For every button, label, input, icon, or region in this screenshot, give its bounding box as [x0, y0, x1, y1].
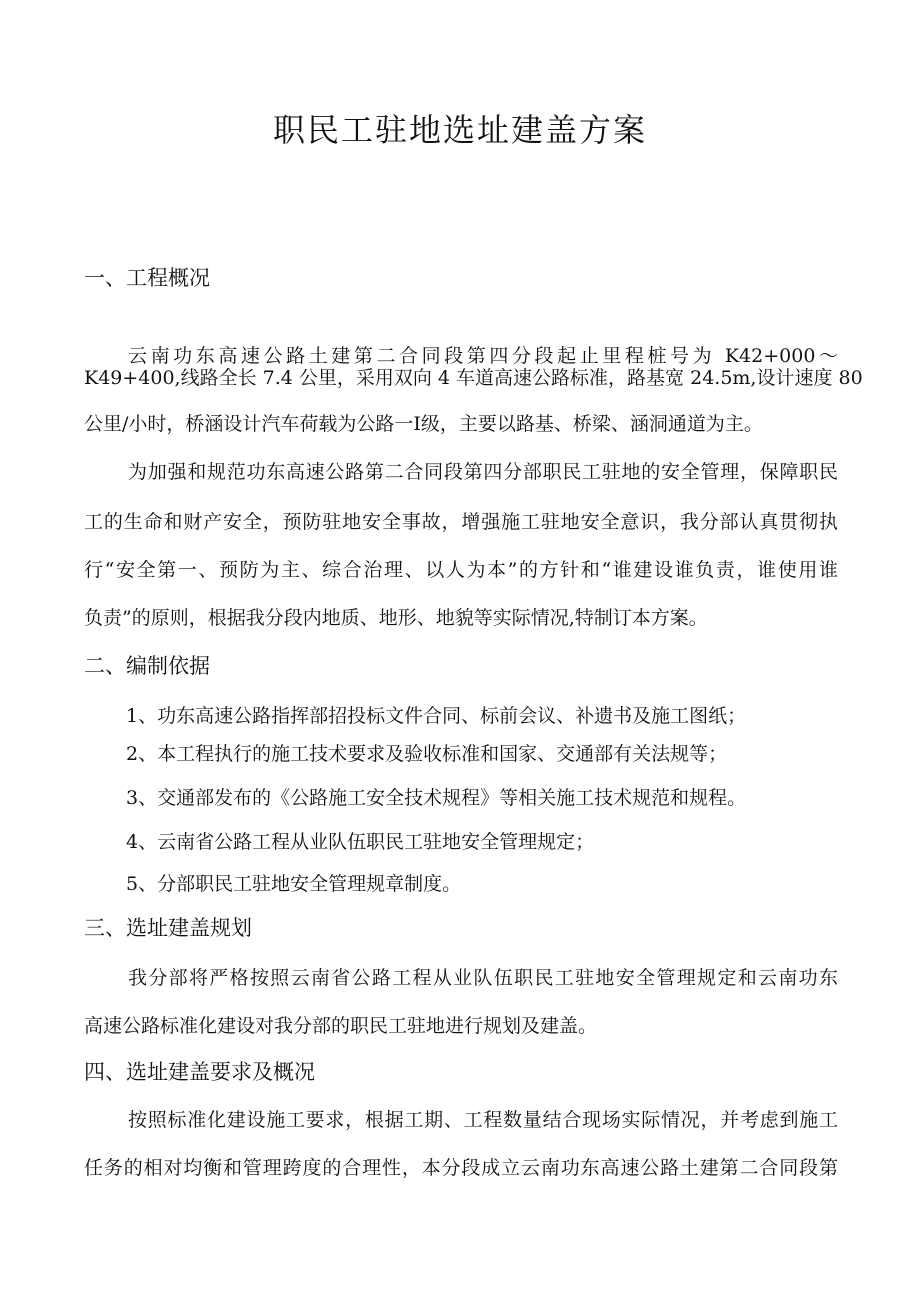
paragraph-line: 高速公路标准化建设对我分部的职民工驻地进行规划及建盖。 [84, 1015, 598, 1037]
list-item: 2、本工程执行的施工技术要求及验收标准和国家、交通部有关法规等； [126, 743, 728, 765]
paragraph-line: 任务的相对均衡和管理跨度的合理性，本分段成立云南功东高速公路土建第二合同段第 [84, 1157, 838, 1179]
section-heading-planning: 三、选址建盖规划 [84, 916, 252, 940]
section-heading-requirements: 四、选址建盖要求及概况 [84, 1060, 315, 1084]
list-item: 5、分部职民工驻地安全管理规章制度。 [126, 873, 462, 895]
paragraph-line: 云南功东高速公路土建第二合同段第四分段起止里程桩号为 K42+000～ [128, 345, 838, 367]
paragraph-line: 按照标准化建设施工要求，根据工期、工程数量结合现场实际情况，并考虑到施工 [128, 1109, 838, 1131]
list-item: 1、功东高速公路指挥部招投标文件合同、标前会议、补遗书及施工图纸； [126, 705, 747, 727]
paragraph-line: 负责”的原则，根据我分段内地质、地形、地貌等实际情况,特制订本方案。 [84, 607, 708, 629]
section-heading-basis: 二、编制依据 [84, 654, 210, 678]
list-item: 3、交通部发布的《公路施工安全技术规程》等相关施工技术规范和规程。 [126, 787, 747, 809]
section-heading-overview: 一、工程概况 [84, 266, 210, 290]
list-item: 4、云南省公路工程从业队伍职民工驻地安全管理规定； [126, 831, 595, 853]
paragraph-line: K49+400,线路全长 7.4 公里，采用双向 4 车道高速公路标准，路基宽 24.5m,设计速度 80 [84, 367, 863, 389]
paragraph-line: 公里/小时，桥涵设计汽车荷载为公路一Ⅰ级，主要以路基、桥梁、涵洞通道为主。 [84, 413, 763, 435]
document-title: 职民工驻地选址建盖方案 [272, 111, 647, 149]
paragraph-line: 工的生命和财产安全，预防驻地安全事故，增强施工驻地安全意识，我分部认真贯彻执 [84, 511, 838, 533]
paragraph-line: 为加强和规范功东高速公路第二合同段第四分部职民工驻地的安全管理，保障职民 [128, 461, 838, 483]
paragraph-line: 我分部将严格按照云南省公路工程从业队伍职民工驻地安全管理规定和云南功东 [128, 967, 838, 989]
paragraph-line: 行“安全第一、预防为主、综合治理、以人为本”的方针和“谁建设谁负责，谁使用谁 [84, 559, 838, 581]
